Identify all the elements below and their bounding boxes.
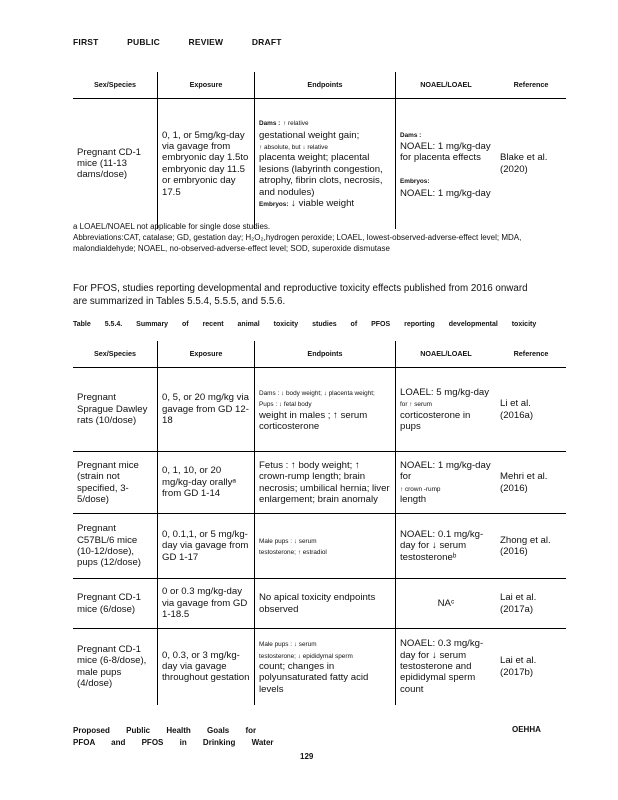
- table-5-5-4: [73, 341, 566, 705]
- reference-cell: Lai et al. (2017a): [500, 592, 537, 615]
- col-header: Endpoints: [255, 341, 396, 368]
- noael-cell: NAᶜ: [396, 579, 497, 629]
- table-row: [73, 452, 566, 514]
- species-cell: Pregnant CD-1 mice (6-8/dose), male pups (4/dose): [73, 629, 158, 705]
- endpoint-small: testosterone; ↓ epididymal sperm: [259, 652, 353, 660]
- species-cell: Pregnant CD-1 mice (6/dose): [77, 592, 141, 615]
- footer-line: Proposed Public Health Goals for: [73, 726, 257, 735]
- page-header: [73, 37, 308, 47]
- table-row: [73, 99, 566, 229]
- endpoint-small: testosterone; ↑ estradiol: [259, 549, 327, 556]
- noael-cell: [396, 99, 497, 229]
- table-row: [73, 368, 566, 452]
- noael-text: NOAEL: 1 mg/kg-day for placenta effects: [400, 140, 491, 164]
- noael-text: length: [400, 493, 427, 505]
- dams-label: Dams :: [400, 131, 422, 139]
- footnote-a: a LOAEL/NOAEL not applicable for single dose studies.: [73, 222, 271, 231]
- table-header-row: [73, 341, 566, 368]
- footer-org: OEHHA: [512, 725, 541, 734]
- endpoint-text: weight in males ; ↑ serum corticosterone: [259, 409, 368, 432]
- species-cell: Pregnant C57BL/6 mice (10-12/dose), pups (12/dose): [73, 514, 158, 579]
- col-header: Sex/Species: [94, 80, 136, 90]
- endpoint-small: Dams : ↓ body weight; ↓ placenta weight;: [259, 389, 375, 397]
- reference-cell: Li et al. (2016a): [496, 368, 566, 452]
- endpoints-cell: [255, 514, 396, 579]
- col-header: Exposure: [158, 72, 255, 99]
- endpoints-cell: [255, 368, 396, 452]
- col-header: Reference: [513, 349, 549, 359]
- page-number: 129: [300, 752, 314, 761]
- table-continuation: [73, 72, 566, 229]
- abbreviations: Abbreviations:CAT, catalase; GD, gestation day; H₂O₂,hydrogen peroxide; LOAEL, lowest-observed-adverse-effect level; MDA, malondialdehyde; NOAEL, no-observed-adverse-effect level; SOD, superoxide dismutase: [73, 233, 522, 253]
- noael-cell: [396, 452, 497, 514]
- footer-line: PFOA and PFOS in Drinking Water: [73, 738, 274, 747]
- col-header: Sex/Species: [94, 349, 136, 359]
- endpoint-small: ↑ relative: [282, 120, 309, 128]
- header-word: FIRST: [73, 37, 99, 47]
- endpoint-small: Pups : ↓ fetal body: [259, 401, 312, 409]
- table-row: [73, 514, 566, 579]
- noael-cell: [396, 368, 497, 452]
- endpoints-cell: [255, 629, 396, 705]
- noael-text: corticosterone in pups: [400, 409, 471, 432]
- embryo-label: Embryos:: [400, 178, 430, 186]
- header-word: REVIEW: [188, 37, 224, 47]
- table-row: [73, 629, 566, 705]
- col-header: Exposure: [158, 341, 255, 368]
- exposure-cell: 0, 0.1,1, or 5 mg/kg-day via gavage from GD 1-17: [158, 514, 255, 579]
- embryo-label: Embryos:: [259, 200, 289, 208]
- endpoint-text: gestational weight gain;: [259, 129, 360, 141]
- species-cell: Pregnant CD-1 mice (11-13 dams/dose): [73, 99, 158, 229]
- noael-cell: NOAEL: 0.1 mg/kg-day for ↓ serum testosteroneᵇ: [396, 514, 497, 579]
- table-caption: Table 5.5.4. Summary of recent animal toxicity studies of PFOS reporting developmental toxicity: [73, 321, 537, 328]
- noael-text: NOAEL: 1 mg/kg-day: [400, 187, 491, 199]
- exposure-cell: 0, 1, 10, or 20 mg/kg-day orallyᵃ from GD 1-14: [158, 452, 255, 514]
- reference-cell: Zhong et al. (2016): [496, 514, 566, 579]
- species-cell: Pregnant mice (strain not specified, 3-5/dose): [73, 452, 158, 514]
- endpoints-cell: No apical toxicity endpoints observed: [255, 579, 396, 629]
- endpoint-text: count; changes in polyunsaturated fatty acid levels: [259, 661, 369, 695]
- endpoint-text: placenta weight; placental lesions (labyrinth congestion, atrophy, fibrin clots, necrosis, and nodules): [259, 152, 383, 198]
- header-word: DRAFT: [251, 37, 282, 47]
- endpoint-text: ↓ viable weight: [291, 197, 355, 209]
- species-cell: Pregnant Sprague Dawley rats (10/dose): [73, 368, 158, 452]
- table-header-row: [73, 72, 566, 99]
- noael-cell: NOAEL: 0.3 mg/kg-day for ↓ serum testosterone and epididymal sperm count: [396, 629, 497, 705]
- footer-title: [73, 725, 274, 749]
- endpoint-small: ↑ absolute, but ↓ relative: [259, 143, 328, 151]
- dams-label: Dams :: [259, 120, 281, 128]
- col-header: Endpoints: [255, 72, 396, 99]
- noael-text: LOAEL: 5 mg/kg-day: [400, 386, 490, 398]
- noael-small: ↑ crown -rump: [400, 485, 441, 493]
- col-header: NOAEL/LOAEL: [396, 341, 497, 368]
- body-paragraph: For PFOS, studies reporting developmental and reproductive toxicity effects published from 2016 onward are summarized in Tables 5.5.4, 5.5.5, and 5.5.6.: [73, 283, 528, 307]
- reference-cell: Mehri et al. (2016): [496, 452, 566, 514]
- exposure-cell: 0, 0.3, or 3 mg/kg-day via gavage throughout gestation: [158, 629, 255, 705]
- reference-cell: Blake et al. (2020): [496, 99, 566, 229]
- table-row: [73, 579, 566, 629]
- col-header: NOAEL/LOAEL: [396, 72, 497, 99]
- col-header: Reference: [513, 80, 549, 90]
- endpoint-small: Male pups : ↓ serum: [259, 537, 317, 545]
- exposure-cell: 0, 1, or 5mg/kg-day via gavage from embryonic day 1.5to embryonic day 11.5 or embryonic day 17.5: [158, 99, 255, 229]
- header-word: PUBLIC: [127, 37, 160, 47]
- endpoint-small: Male pups : ↓ serum: [259, 641, 317, 649]
- endpoints-cell: [255, 99, 396, 229]
- endpoints-cell: Fetus : ↑ body weight; ↑ crown-rump length; brain necrosis; umbilical hernia; liver enlargement; brain anomaly: [255, 452, 396, 514]
- exposure-cell: 0 or 0.3 mg/kg-day via gavage from GD 1-18.5: [158, 579, 255, 629]
- exposure-cell: 0, 5, or 20 mg/kg via gavage from GD 12-18: [158, 368, 255, 452]
- noael-small: for ↑ serum: [400, 401, 432, 409]
- reference-cell: Lai et al. (2017b): [496, 629, 566, 705]
- noael-text: NOAEL: 1 mg/kg-day for: [400, 459, 491, 483]
